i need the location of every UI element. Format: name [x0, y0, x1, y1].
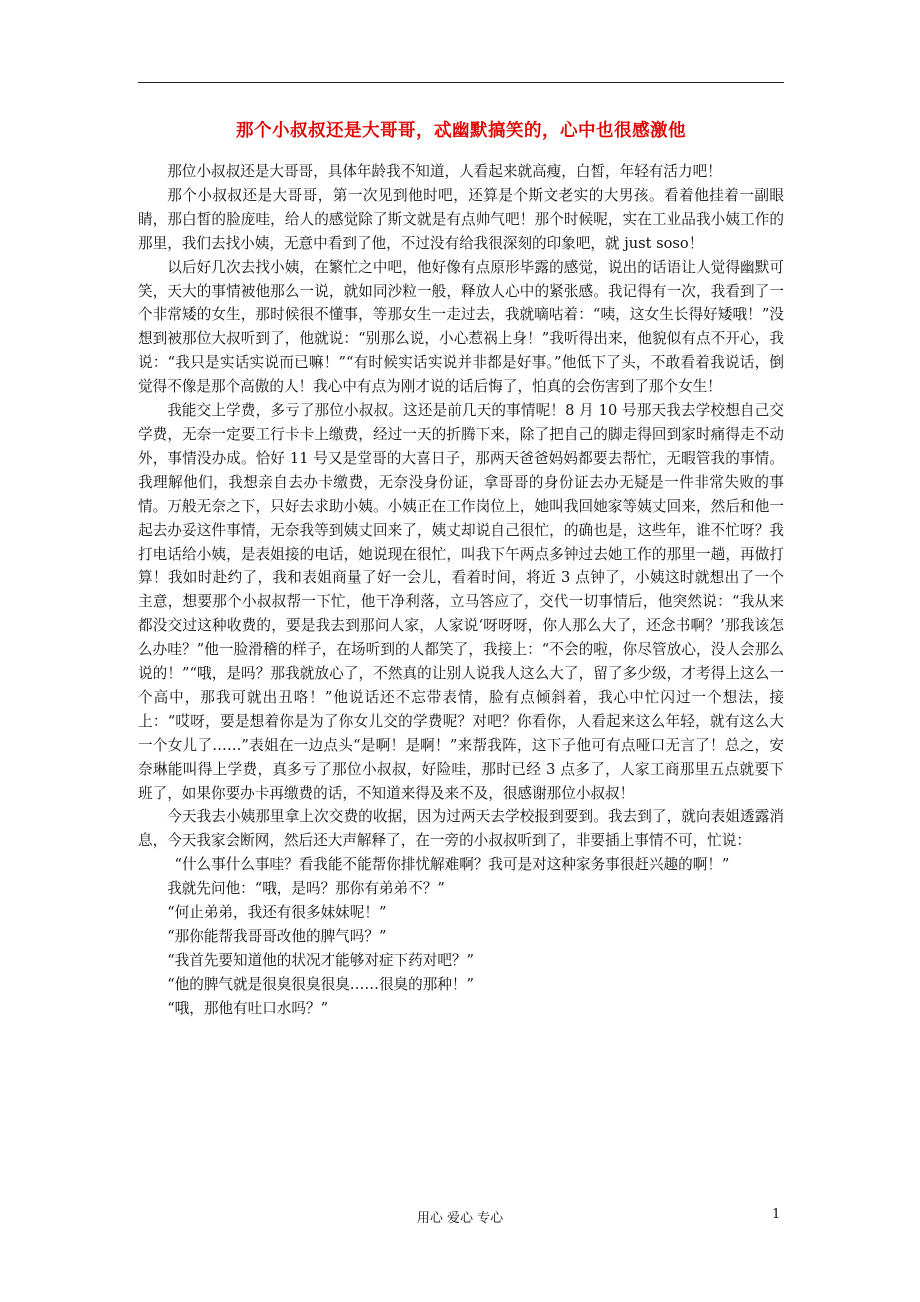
paragraph: 我能交上学费，多亏了那位小叔叔。这还是前几天的事情呢！8 月 10 号那天我去学校想自己交学费，无奈一定要工行卡卡上缴费，经过一天的折腾下来，除了把自己的脚走得回到家时痛得走不动外，事情没办成。恰好 11 号又是堂哥的大喜日子，那两天爸爸妈妈都要去帮忙，无暇管我的事情。我理解他们，我想亲自去办卡缴费，无奈没身份证，拿哥哥的身份证去办无疑是一件非常失败的事情。万般无奈之下，只好去求助小姨。小姨正在工作岗位上，她叫我回她家等姨丈回来，然后和他一起去办妥这件事情，无奈我等到姨丈回来了，姨丈却说自己很忙，的确也是，这些年，谁不忙呀？我打电话给小姨，是表姐接的电话，她说现在很忙，叫我下午两点多钟过去她工作的那里一趟，再做打算！我如时赴约了，我和表姐商量了好一会儿，看着时间，将近 3 点钟了，小姨这时就想出了一个主意，想要那个小叔叔帮一下忙，他干净利落，立马答应了，交代一切事情后，他突然说：“我从来都没交过这种收费的，要是我去到那问人家，人家说‘呀呀呀，你人那么大了，还念书啊？’那我该怎么办哇？”他一脸滑稽的样子，在场听到的人都笑了，我接上：“不会的啦，你尽管放心，没人会那么说的！”“哦，是吗？那我就放心了，不然真的让别人说我人这么大了，留了多少级，才考得上这么一个高中，那我可就出丑咯！”他说话还不忘带表情，脸有点倾斜着，我心中忙闪过一个想法，接上：“哎呀，要是想着你是为了你女儿交的学费呢？对吧？你看你，人看起来这么年轻，就有这么大一个女儿了……”表姐在一边点头“是啊！是啊！”来帮我阵，这下子他可有点哑口无言了！总之，安奈琳能叫得上学费，真多亏了那位小叔叔，好险哇，那时已经 3 点多了，人家工商那里五点就要下班了，如果你要办卡再缴费的话，不知道来得及来不及，很感谢那位小叔叔！ — [138, 402, 784, 802]
dialogue-line: “何止弟弟，我还有很多妹妹呢！” — [167, 904, 387, 922]
header-rule — [138, 82, 784, 83]
paragraph: 那位小叔叔还是大哥哥，具体年龄我不知道，人看起来就高瘦，白皙，年轻有活力吧！ — [167, 163, 722, 180]
dialogue-line: “那你能帮我哥哥改他的脾气吗？” — [167, 928, 387, 945]
dialogue-line: “哦，那他有吐口水吗？” — [167, 999, 329, 1017]
dialogue-line: “他的脾气就是很臭很臭很臭……很臭的那种！” — [167, 975, 474, 993]
article-title: 那个小叔叔还是大哥哥，忒幽默搞笑的，心中也很感激他 — [236, 121, 686, 141]
dialogue-line: 我就先问他：“哦，是吗？那你有弟弟不？” — [167, 880, 445, 898]
dialogue-line: “我首先要知道他的状况才能够对症下药对吧？” — [167, 951, 474, 969]
page-number: 1 — [772, 1207, 781, 1222]
dialogue-line: “什么事什么事哇？看我能不能帮你排忧解难啊？我可是对这种家务事很赶兴趣的啊！” — [174, 856, 730, 874]
paragraph: 以后好几次去找小姨，在繁忙之中吧，他好像有点原形毕露的感觉，说出的话语让人觉得幽默可笑，天大的事情被他那么一说，就如同沙粒一般，释放人心中的紧张感。我记得有一次，我看到了一个非常矮的女生，那时候很不懂事，等那女生一走过去，我就嘀咕着：“咦，这女生长得好矮哦！”没想到被那位大叔听到了，他就说：“别那么说，小心惹祸上身！”我听得出来，他貌似有点不开心，我说：“我只是实话实说而已嘛！”“有时候实话实说并非都是好事。”他低下了头，不敢看着我说话，倒觉得不像是那个高傲的人！我心中有点为刚才说的话后悔了，怕真的会伤害到了那个女生！ — [138, 258, 785, 396]
page-footer: 用心 爱心 专心 — [416, 1211, 504, 1226]
article-body — [138, 160, 784, 1021]
paragraph: 那个小叔叔还是大哥哥，第一次见到他时吧，还算是个斯文老实的大男孩。看着他挂着一副眼睛，那白皙的脸庞哇，给人的感觉除了斯文就是有点帅气吧！那个时候呢，实在工业品我小姨工作的那里，我们去找小姨，无意中看到了他，不过没有给我很深刻的印象吧，就 just soso！ — [138, 186, 784, 252]
paragraph: 今天我去小姨那里拿上次交费的收据，因为过两天去学校报到要到。我去到了，就向表姐透露消息，今天我家会断网，然后还大声解释了，在一旁的小叔叔听到了，非要插上事情不可，忙说： — [138, 808, 784, 850]
